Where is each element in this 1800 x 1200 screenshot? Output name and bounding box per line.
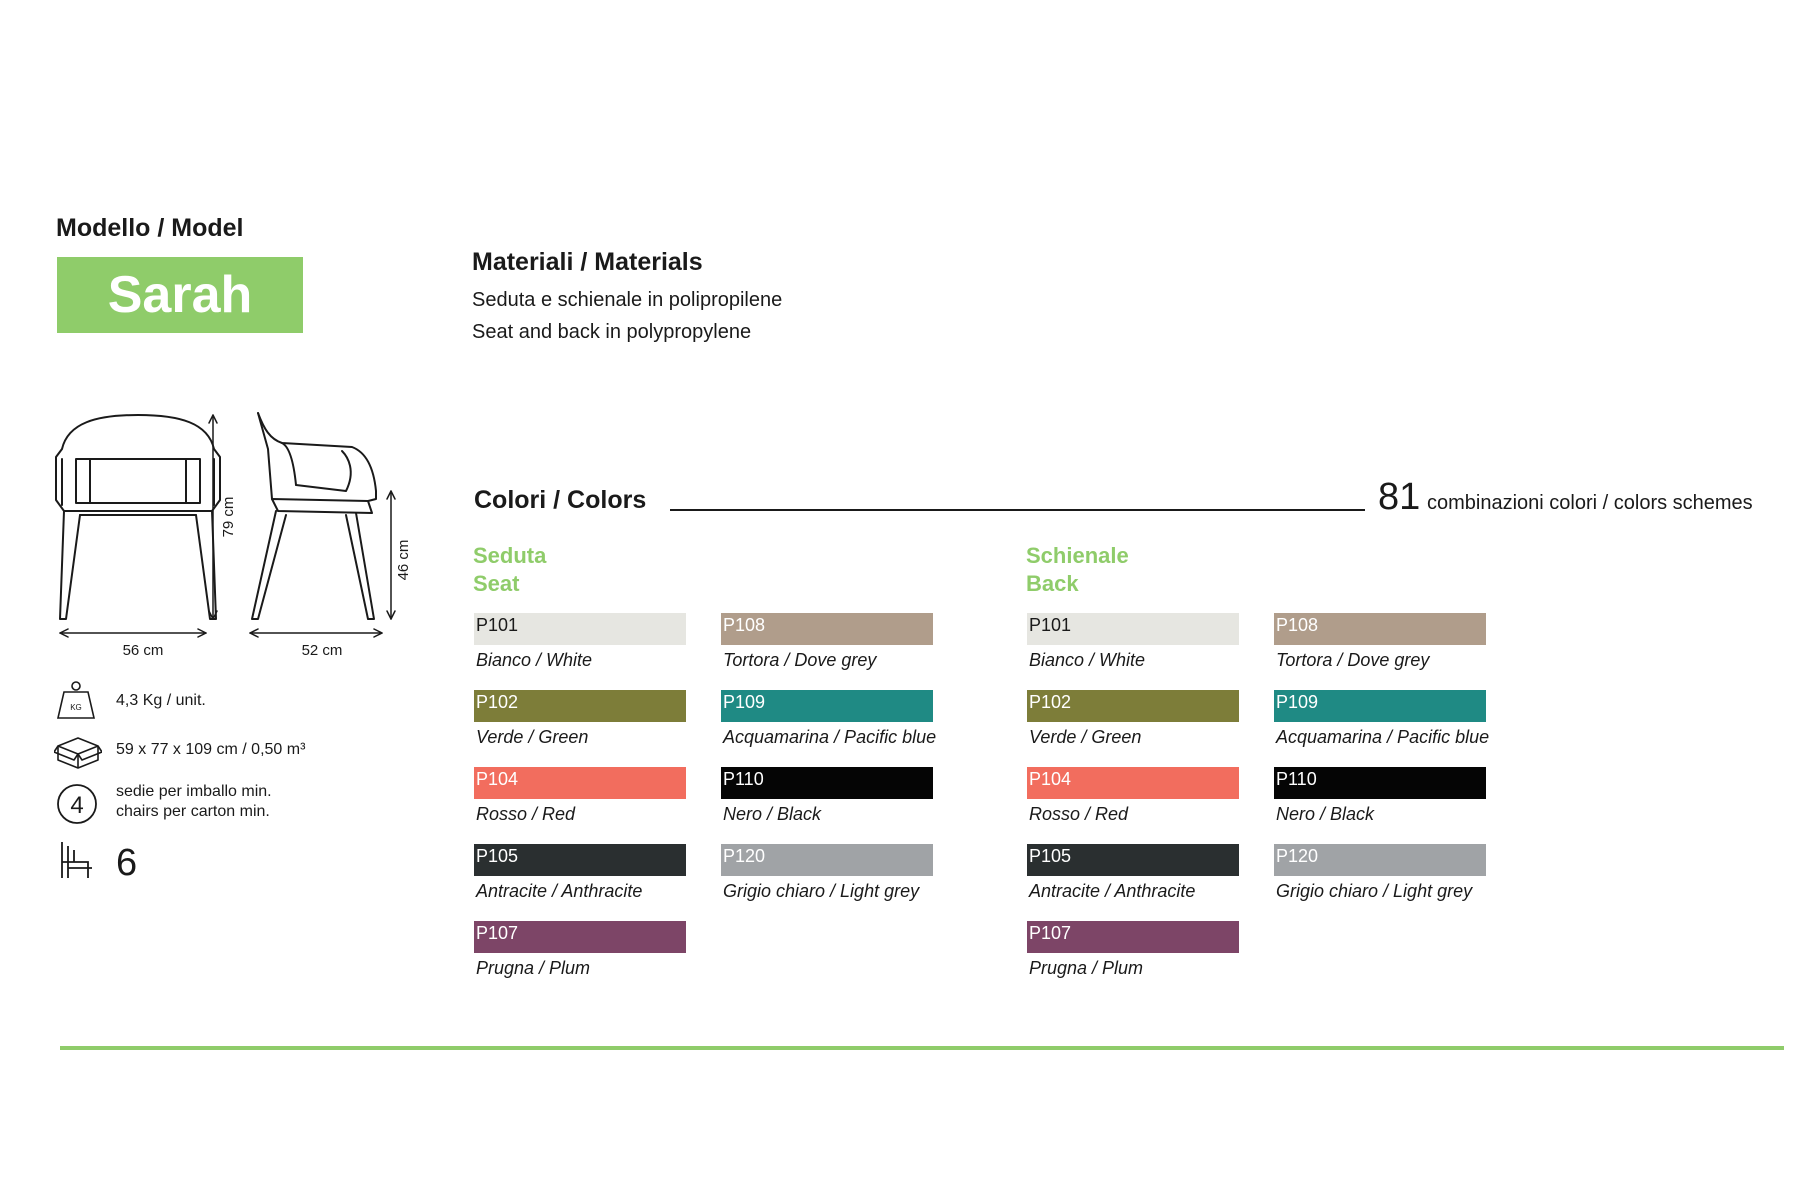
swatch-name: Verde / Green (1029, 727, 1142, 747)
chairs-per-carton-icon (56, 783, 98, 825)
swatch-name: Grigio chiaro / Light grey (723, 881, 920, 901)
colors-divider (670, 509, 1365, 511)
chairs-per-carton-it: sedie per imballo min. (116, 783, 272, 800)
swatch-code: P108 (723, 615, 766, 635)
seat-swatch-p110[interactable] (721, 767, 933, 824)
weight-icon (56, 680, 96, 720)
model-name-badge (57, 257, 303, 333)
dim-depth-label: 52 cm (301, 642, 343, 659)
carton-dimensions: 59 x 77 x 109 cm / 0,50 m³ (116, 741, 306, 758)
seat-swatch-p102[interactable] (474, 690, 686, 747)
swatch-code: P102 (1029, 692, 1072, 712)
seat-swatch-p101[interactable] (474, 613, 686, 670)
chairs-per-carton-number: 4 (70, 792, 84, 819)
back-swatch-p108[interactable] (1274, 613, 1486, 670)
swatch-code: P110 (1276, 769, 1317, 789)
seat-swatch-p108[interactable] (721, 613, 933, 670)
materials-heading: Materiali / Materials (472, 248, 703, 276)
swatch-code: P120 (1276, 846, 1319, 866)
swatch-name: Bianco / White (1029, 650, 1146, 670)
back-swatch-p101[interactable] (1027, 613, 1239, 670)
back-title-it: Schienale (1026, 543, 1129, 568)
back-swatch-p105[interactable] (1027, 844, 1239, 901)
swatch-code: P105 (1029, 846, 1072, 866)
swatch-code: P108 (1276, 615, 1319, 635)
dim-height-label: 79 cm (220, 496, 237, 538)
seat-swatch-p104[interactable] (474, 767, 686, 824)
back-swatch-p110[interactable] (1274, 767, 1486, 824)
seat-swatch-p120[interactable] (721, 844, 933, 901)
materials-line-it: Seduta e schienale in polipropilene (472, 289, 783, 311)
swatch-name: Rosso / Red (1029, 804, 1129, 824)
color-combinations-label: combinazioni colori / colors schemes (1427, 492, 1753, 514)
back-swatch-p120[interactable] (1274, 844, 1486, 901)
seat-swatch-p107[interactable] (474, 921, 686, 978)
stackable-chairs-icon (58, 840, 94, 880)
back-group-title (1026, 542, 1129, 598)
swatch-name: Tortora / Dove grey (723, 650, 877, 670)
swatch-code: P109 (1276, 692, 1319, 712)
swatch-name: Bianco / White (476, 650, 593, 670)
chair-side-view-icon (252, 413, 376, 619)
seat-swatch-p109[interactable] (721, 690, 937, 747)
swatch-name: Verde / Green (476, 727, 589, 747)
model-heading: Modello / Model (56, 214, 244, 242)
seat-group-title (473, 542, 546, 598)
dim-width-label: 56 cm (122, 642, 164, 659)
weight-badge: KG (70, 703, 82, 712)
swatch-name: Rosso / Red (476, 804, 576, 824)
weight-value: 4,3 Kg / unit. (116, 692, 206, 709)
back-swatch-p102[interactable] (1027, 690, 1239, 747)
seat-title-it: Seduta (473, 543, 547, 568)
swatch-code: P109 (723, 692, 766, 712)
color-combinations-count: 81 (1378, 476, 1421, 518)
materials-line-en: Seat and back in polypropylene (472, 321, 752, 343)
swatch-code: P120 (723, 846, 766, 866)
swatch-code: P104 (476, 769, 519, 789)
chairs-per-carton-en: chairs per carton min. (116, 803, 270, 820)
swatch-name: Nero / Black (1276, 804, 1375, 824)
swatch-code: P107 (1029, 923, 1072, 943)
chair-front-view-icon (56, 415, 220, 619)
swatch-name: Prugna / Plum (476, 958, 591, 978)
chair-dimension-drawing (50, 405, 430, 665)
back-swatch-p109[interactable] (1274, 690, 1490, 747)
dim-seat-height-label: 46 cm (395, 539, 412, 581)
swatch-code: P107 (476, 923, 519, 943)
swatch-code: P104 (1029, 769, 1072, 789)
swatch-code: P105 (476, 846, 519, 866)
swatch-name: Antracite / Anthracite (476, 881, 643, 901)
back-swatch-p107[interactable] (1027, 921, 1239, 978)
swatch-name: Prugna / Plum (1029, 958, 1144, 978)
swatch-code: P102 (476, 692, 519, 712)
swatch-name: Acquamarina / Pacific blue (723, 727, 937, 747)
carton-box-icon (54, 734, 102, 770)
swatch-code: P110 (723, 769, 764, 789)
swatch-name: Tortora / Dove grey (1276, 650, 1430, 670)
seat-title-en: Seat (473, 571, 520, 596)
swatch-code: P101 (476, 615, 519, 635)
colors-heading: Colori / Colors (474, 486, 647, 514)
swatch-name: Nero / Black (723, 804, 822, 824)
bottom-accent-divider (60, 1046, 1784, 1050)
back-swatch-p104[interactable] (1027, 767, 1239, 824)
back-title-en: Back (1026, 571, 1079, 596)
stack-count: 6 (116, 842, 138, 884)
swatch-name: Grigio chiaro / Light grey (1276, 881, 1473, 901)
seat-swatch-p105[interactable] (474, 844, 686, 901)
swatch-name: Antracite / Anthracite (1029, 881, 1196, 901)
swatch-code: P101 (1029, 615, 1072, 635)
swatch-name: Acquamarina / Pacific blue (1276, 727, 1490, 747)
model-name: Sarah (107, 266, 253, 324)
